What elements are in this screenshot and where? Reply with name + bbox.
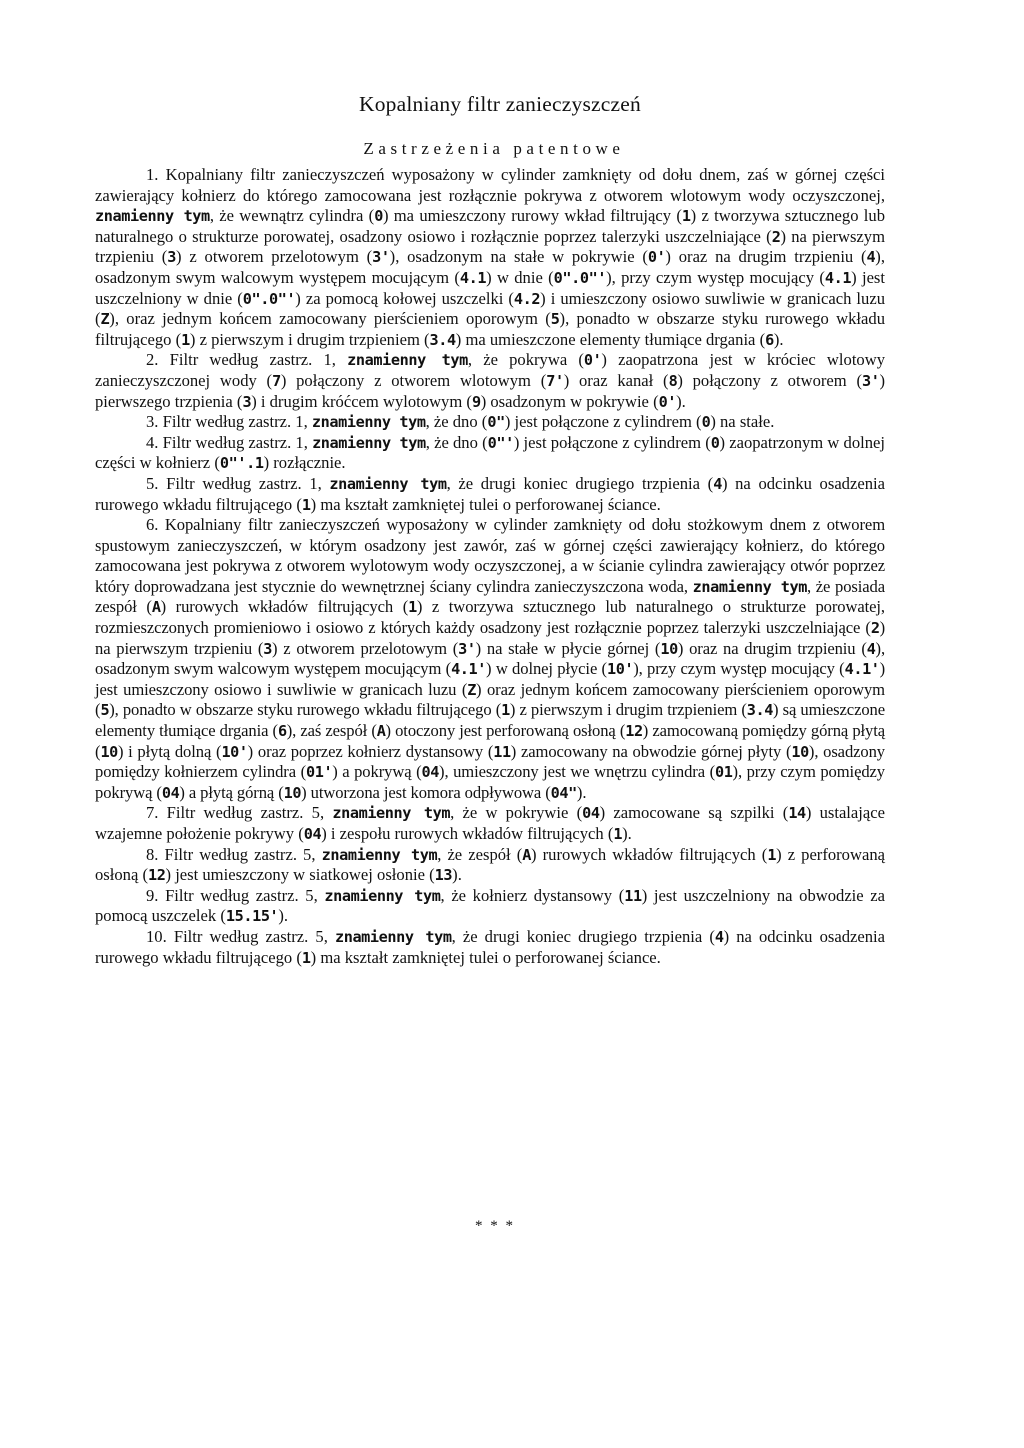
reference-numeral: 1 <box>501 701 510 720</box>
reference-numeral: 0 <box>374 207 383 226</box>
reference-numeral: 3.4 <box>429 330 456 349</box>
claim-characterizing-phrase: znamienny tym <box>324 886 441 905</box>
reference-numeral: 3 <box>263 639 273 658</box>
reference-numeral: 04 <box>582 804 600 823</box>
reference-numeral: 8 <box>668 371 678 390</box>
claim-6: 6. Kopalniany filtr zanieczyszczeń wyposażony w cylinder zamknięty od dołu stożkowym dnem z otworem spustowym zanieczyszczeń, w którym osadzony jest zawór, zaś w górnej części zawierający kołnierz, do którego zamocowana jest pokrywa z otworem wylotowym wody oczyszczonej, a w ścianie cylindra zawierający otwór poprzez który doprowadzana jest stycznie do wewnętrznej ściany cylindra zanieczyszczona woda, znamienny tym, że posiada zespół (A) rurowych wkładów filtrujących (1) z tworzywa sztucznego lub naturalnego o strukturze porowatej, rozmieszczonych promieniowo i osiowo z których każdy osadzony jest rozłącznie poprzez talerzyki uszczelniające (2) na pierwszym trzpieniu (3) z otworem przelotowym (3') na stałe w płycie górnej (10) oraz na drugim trzpieniu (4), osadzonym swym walcowym występem mocującym (4.1') w dolnej płycie (10'), przy czym występ mocujący (4.1') jest umieszczony osiowo i suwliwie w granicach luzu (Z) oraz jednym końcem zamocowany pierścieniem oporowym (5), ponadto w obszarze styku rurowego wkładu filtrującego (1) z pierwszym i drugim trzpieniem (3.4) są umieszczone elementy tłumiące drgania (6), zaś zespół (A) otoczony jest perforowaną osłoną (12) zamocowaną pomiędzy górną płytą (10) i płytą dolną (10') oraz poprzez kołnierz dystansowy (11) zamocowany na obwodzie górnej płyty (10), osadzony pomiędzy kołnierzem cylindra (01') a pokrywą (04), umieszczony jest we wnętrzu cylindra (01), przy czym pomiędzy pokrywą (04) a płytą górną (10) utworzona jest komora odpływowa (04"). <box>95 515 886 802</box>
reference-numeral: 0 <box>710 433 720 452</box>
reference-numeral: 3' <box>861 371 880 390</box>
reference-numeral: 4.1 <box>824 268 852 287</box>
reference-numeral: 2 <box>771 227 781 246</box>
reference-numeral: 4.2 <box>513 289 541 308</box>
claim-7: 7. Filtr według zastrz. 5, znamienny tym, że w pokrywie (04) zamocowane są szpilki (14) ustalające wzajemne położenie pokrywy (04) i zespołu rurowych wkładów filtrujących (1). <box>95 803 885 843</box>
reference-numeral: 1 <box>301 948 311 967</box>
claim-characterizing-phrase: znamienny tym <box>312 433 426 452</box>
claim-5: 5. Filtr według zastrz. 1, znamienny tym, że drugi koniec drugiego trzpienia (4) na odcinku osadzenia rurowego wkładu filtrującego (1) ma kształt zamkniętej tulei o perforowanej ściance. <box>95 473 885 514</box>
reference-numeral: 10 <box>283 783 302 802</box>
reference-numeral: A <box>522 845 532 864</box>
reference-numeral: 10 <box>791 742 809 761</box>
reference-numeral: 1 <box>181 330 190 349</box>
reference-numeral: 12 <box>148 866 166 885</box>
reference-numeral: 4 <box>714 927 724 946</box>
reference-numeral: 0' <box>658 392 677 411</box>
reference-numeral: 4.1' <box>451 660 487 679</box>
reference-numeral: 11 <box>493 742 511 761</box>
reference-numeral: 1 <box>767 845 777 864</box>
reference-numeral: 0"' <box>487 433 514 452</box>
reference-numeral: 0"'.1 <box>219 454 264 473</box>
reference-numeral: 04 <box>161 783 180 802</box>
claim-characterizing-phrase: znamienny tym <box>329 474 447 493</box>
reference-numeral: 3' <box>458 639 476 658</box>
reference-numeral: 01' <box>306 763 333 782</box>
reference-numeral: 0 <box>701 413 711 432</box>
claims-list <box>95 165 885 968</box>
claim-characterizing-phrase: znamienny tym <box>347 351 468 370</box>
reference-numeral: 01 <box>715 763 733 782</box>
reference-numeral: Z <box>100 310 110 329</box>
patent-page <box>95 92 885 968</box>
claim-characterizing-phrase: znamienny tym <box>321 845 438 864</box>
reference-numeral: 4 <box>866 248 876 267</box>
reference-numeral: 4 <box>713 474 722 493</box>
claim-characterizing-phrase: znamienny tym <box>311 413 426 432</box>
reference-numeral: 04 <box>421 763 439 782</box>
reference-numeral: 7' <box>546 371 564 390</box>
reference-numeral: 14 <box>788 804 806 823</box>
section-heading: Zastrzeżenia patentowe <box>363 139 625 158</box>
reference-numeral: A <box>151 598 161 617</box>
claim-3: 3. Filtr według zastrz. 1, znamienny tym, że dno (0") jest połączone z cylindrem (0) na stałe. <box>146 412 775 432</box>
reference-numeral: 2 <box>870 619 880 638</box>
reference-numeral: 15.15' <box>225 907 279 926</box>
claim-9: 9. Filtr według zastrz. 5, znamienny tym, że kołnierz dystansowy (11) jest uszczelniony na obwodzie za pomocą uszczelek (15.15'). <box>95 885 886 926</box>
claim-characterizing-phrase: znamienny tym <box>332 804 451 823</box>
reference-numeral: 11 <box>624 886 642 905</box>
end-mark: * * * <box>475 1218 515 1234</box>
reference-numeral: 04 <box>303 825 322 843</box>
claim-2: 2. Filtr według zastrz. 1, znamienny tym, że pokrywa (0') zaopatrzona jest w króciec wlotowy zanieczyszczonej wody (7) połączony z otworem wlotowym (7') oraz kanał (8) połączony z otworem (3') pierwszego trzpienia (3) i drugim króćcem wylotowym (9) osadzonym w pokrywie (0'). <box>95 350 886 411</box>
reference-numeral: 1 <box>408 598 417 617</box>
reference-numeral: A <box>376 722 386 741</box>
claim-characterizing-phrase: znamienny tym <box>334 927 452 946</box>
reference-numeral: 1 <box>613 825 623 843</box>
reference-numeral: 0' <box>583 351 602 370</box>
claim-characterizing-phrase: znamienny tym <box>95 207 210 226</box>
claim-characterizing-phrase: znamienny tym <box>692 577 807 596</box>
reference-numeral: 0".0"' <box>242 289 296 308</box>
reference-numeral: 6 <box>765 330 774 349</box>
reference-numeral: 0" <box>487 413 505 432</box>
reference-numeral: 10' <box>606 660 634 679</box>
reference-numeral: 4.1' <box>844 660 880 679</box>
reference-numeral: 04" <box>550 783 577 802</box>
reference-numeral: 10' <box>221 742 248 761</box>
reference-numeral: 13 <box>434 866 453 885</box>
claim-10: 10. Filtr według zastrz. 5, znamienny tym, że drugi koniec drugiego trzpienia (4) na odcinku osadzenia rurowego wkładu filtrującego (1) ma kształt zamkniętej tulei o perforowanej ściance. <box>95 926 885 967</box>
reference-numeral: 3' <box>372 248 390 267</box>
reference-numeral: 4 <box>866 639 876 658</box>
reference-numeral: 1 <box>301 495 311 514</box>
reference-numeral: 7 <box>272 371 281 390</box>
reference-numeral: 0' <box>647 248 666 267</box>
reference-numeral: 10 <box>100 742 118 761</box>
reference-numeral: 10 <box>660 639 678 658</box>
reference-numeral: 9 <box>471 392 481 411</box>
reference-numeral: 3 <box>242 392 252 411</box>
reference-numeral: 5 <box>550 310 560 329</box>
claim-4: 4. Filtr według zastrz. 1, znamienny tym, że dno (0"') jest połączone z cylindrem (0) zaopatrzonym w dolnej części w kołnierz (0"'.1) rozłącznie. <box>95 432 886 473</box>
claim-8: 8. Filtr według zastrz. 5, znamienny tym, że zespół (A) rurowych wkładów filtrujących (1) z perforowaną osłoną (12) jest umieszczony w siatkowej osłonie (13). <box>95 844 885 885</box>
document-title: Kopalniany filtr zanieczyszczeń <box>359 92 641 116</box>
reference-numeral: 6 <box>277 722 287 741</box>
reference-numeral: 12 <box>625 722 643 741</box>
claim-1: 1. Kopalniany filtr zanieczyszczeń wyposażony w cylinder zamknięty od dołu dnem, zaś w górnej części zawierający kołnierz do którego zamocowana jest rozłącznie pokrywa z otworem wlotowym wody oczyszczonej, znamienny tym, że wewnątrz cylindra (0) ma umieszczony rurowy wkład filtrujący (1) z tworzywa sztucznego lub naturalnego o strukturze porowatej, osadzony osiowo i rozłącznie poprzez talerzyki uszczelniające (2) na pierwszym trzpieniu (3) z otworem przelotowym (3'), osadzonym na stałe w pokrywie (0') oraz na drugim trzpieniu (4), osadzonym swym walcowym występem mocującym (4.1) w dnie (0".0"'), przy czym występ mocujący (4.1) jest uszczelniony w dnie (0".0"') za pomocą kołowej uszczelki (4.2) i umieszczony osiowo suwliwie w granicach luzu (Z), oraz jednym końcem zamocowany pierścieniem oporowym (5), ponadto w obszarze styku rurowego wkładu filtrującego (1) z pierwszym i drugim trzpieniem (3.4) ma umieszczone elementy tłumiące drgania (6). <box>95 165 886 349</box>
reference-numeral: 0".0"' <box>553 268 607 287</box>
reference-numeral: Z <box>467 680 477 699</box>
reference-numeral: 5 <box>100 701 110 720</box>
reference-numeral: 4.1 <box>459 268 487 287</box>
reference-numeral: 1 <box>681 207 691 226</box>
reference-numeral: 3 <box>167 248 177 267</box>
reference-numeral: 3.4 <box>746 701 773 720</box>
